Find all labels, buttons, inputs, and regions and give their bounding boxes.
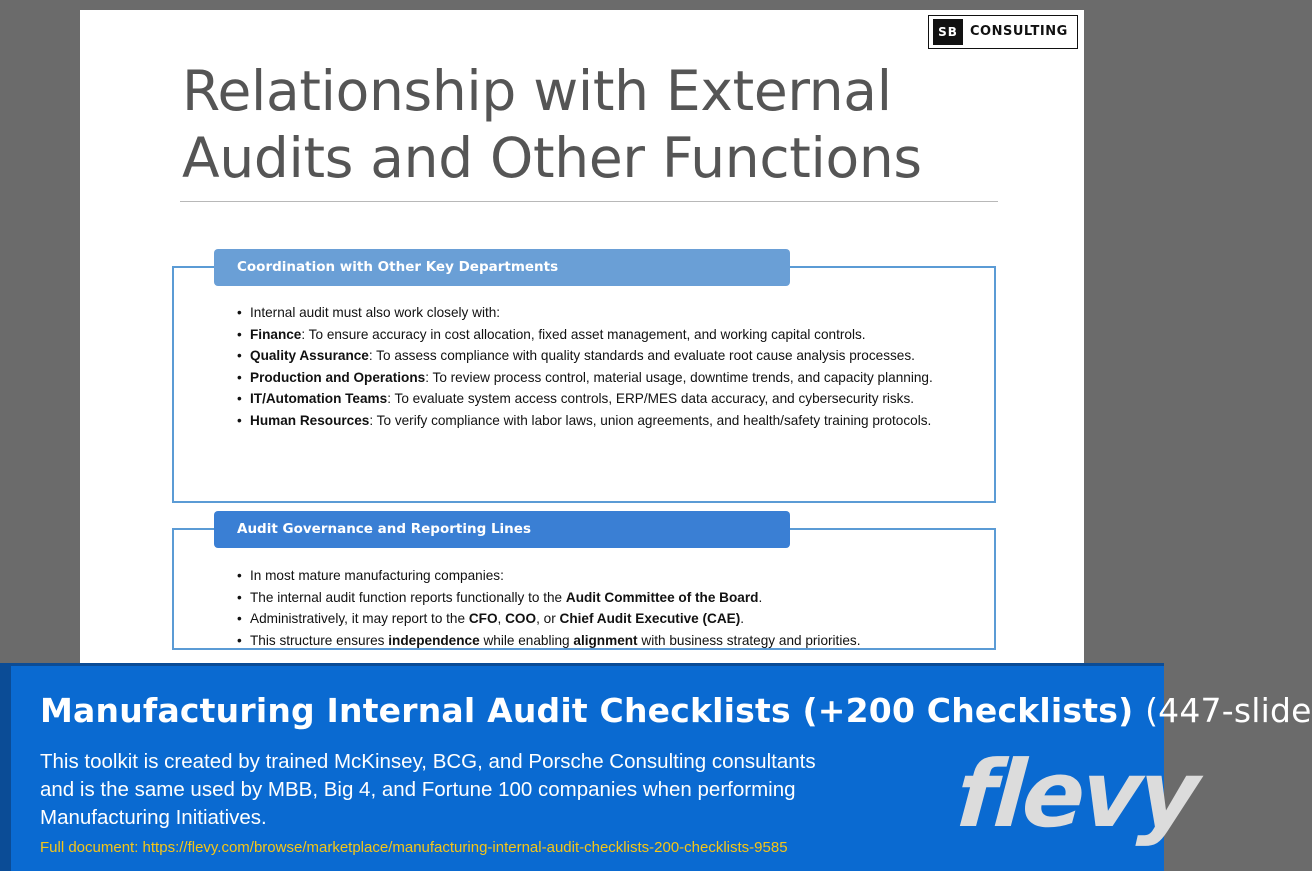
bullet-item: • Administratively, it may report to the CFO, COO, or Chief Audit Executive (CAE). [237, 610, 937, 629]
bullet-item: • The internal audit function reports functionally to the Audit Committee of the Board. [237, 589, 937, 608]
bullet-item: • In most mature manufacturing companies: [237, 567, 937, 586]
bullet-item: • IT/Automation Teams: To evaluate system access controls, ERP/MES data accuracy, and cybersecurity risks. [237, 390, 937, 409]
bullet-item: • Human Resources: To verify compliance with labor laws, union agreements, and health/safety training protocols. [237, 412, 937, 431]
title-divider [180, 201, 998, 202]
flevy-logo[interactable]: flevy [953, 741, 1200, 848]
banner-title[interactable]: Manufacturing Internal Audit Checklists (+200 Checklists) (447-slide [40, 691, 1312, 730]
promo-banner [0, 663, 1312, 871]
banner-description: This toolkit is created by trained McKinsey, BCG, and Porsche Consulting consultants and is the same used by MBB, Big 4, and Fortune 100 companies when performing Manufacturing Initiatives. [40, 750, 816, 829]
full-document-link[interactable]: Full document: https://flevy.com/browse/marketplace/manufacturing-internal-audit-checklists-200-checklists-9585 [40, 839, 788, 856]
bullet-item: • Production and Operations: To review process control, material usage, downtime trends, and capacity planning. [237, 369, 937, 388]
bullet-item: • Finance: To ensure accuracy in cost allocation, fixed asset management, and working capital controls. [237, 326, 937, 345]
logo-mark: SB [933, 19, 963, 45]
bullet-item: • Internal audit must also work closely with: [237, 304, 937, 323]
logo-text: CONSULTING [970, 24, 1068, 39]
section-coordination [172, 266, 996, 503]
section-header-governance: Audit Governance and Reporting Lines [214, 511, 790, 548]
bullet-item: • This structure ensures independence while enabling alignment with business strategy and priorities. [237, 632, 937, 651]
slide [80, 10, 1084, 665]
slide-title: Relationship with External Audits and Other Functions [182, 59, 922, 190]
sb-consulting-logo [928, 15, 1078, 49]
section-header-coordination: Coordination with Other Key Departments [214, 249, 790, 286]
bullet-item: • Quality Assurance: To assess compliance with quality standards and evaluate root cause analysis processes. [237, 347, 937, 366]
